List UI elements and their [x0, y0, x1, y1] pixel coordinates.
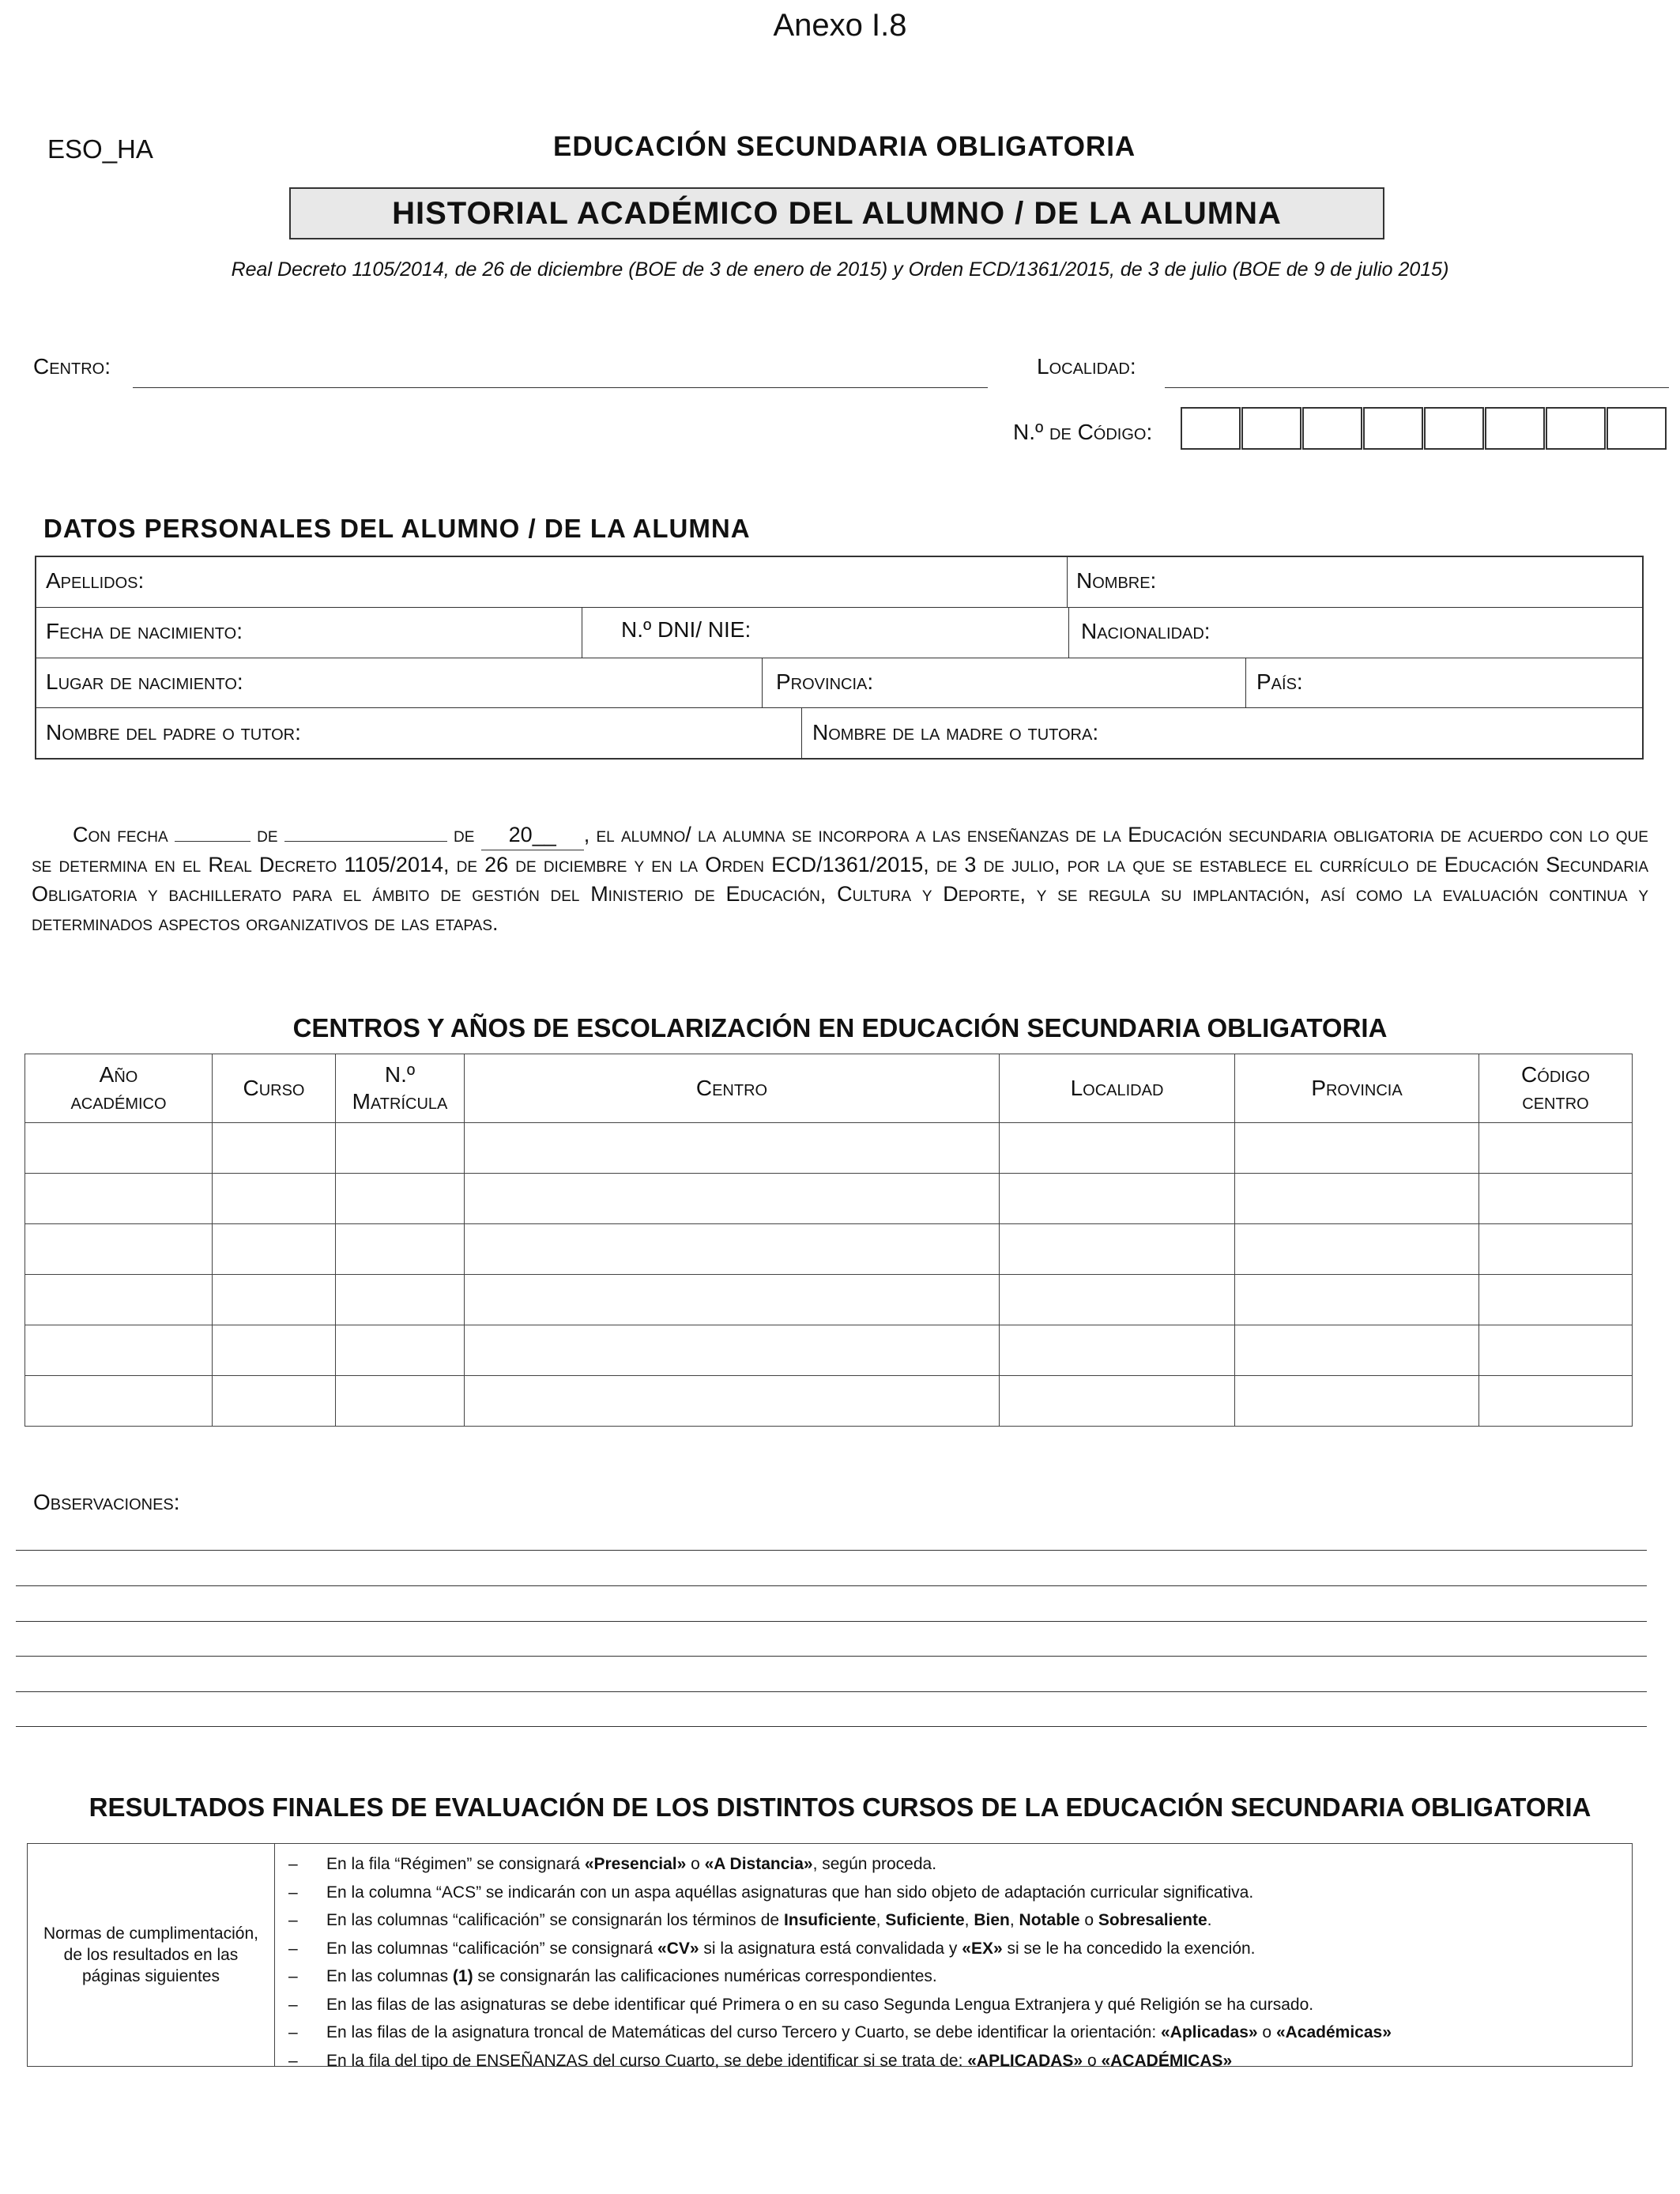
form-code: ESO_HA	[47, 134, 153, 164]
madre-field[interactable]: Nombre de la madre o tutora:	[812, 720, 1099, 745]
table-cell[interactable]	[1235, 1275, 1479, 1325]
col-provincia: Provincia	[1235, 1054, 1479, 1123]
pais-field[interactable]: País:	[1256, 669, 1303, 694]
codigo-digit-box[interactable]	[1181, 407, 1241, 450]
table-cell[interactable]	[336, 1224, 465, 1275]
observation-line[interactable]	[16, 1691, 1647, 1692]
table-cell[interactable]	[465, 1275, 1000, 1325]
list-item: – En las filas de la asignatura troncal de Matemáticas del curso Tercero y Cuarto, se debe identificar la orientación: «Aplicadas» o «Académicas»	[288, 2023, 1392, 2041]
padre-field[interactable]: Nombre del padre o tutor:	[46, 720, 301, 745]
table-cell[interactable]	[213, 1325, 336, 1376]
table-cell[interactable]	[1000, 1325, 1235, 1376]
table-cell[interactable]	[1479, 1325, 1633, 1376]
table-cell[interactable]	[213, 1376, 336, 1427]
table-cell[interactable]	[25, 1376, 213, 1427]
table-cell[interactable]	[1479, 1376, 1633, 1427]
nombre-field[interactable]: Nombre:	[1076, 568, 1157, 593]
decree-reference: Real Decreto 1105/2014, de 26 de diciembre (BOE de 3 de enero de 2015) y Orden ECD/1361/2015, de 3 de julio (BOE de 9 de julio 2015)	[231, 258, 1449, 281]
schooling-header-row	[25, 1054, 1633, 1123]
personal-data-title: DATOS PERSONALES DEL ALUMNO / DE LA ALUMNA	[43, 514, 751, 543]
table-cell[interactable]	[465, 1174, 1000, 1224]
con-fecha-text: Con fecha	[73, 823, 168, 846]
table-cell[interactable]	[1235, 1325, 1479, 1376]
day-blank[interactable]	[175, 820, 250, 842]
list-item: – En las columnas (1) se consignarán las calificaciones numéricas correspondientes.	[288, 1967, 937, 1985]
table-cell[interactable]	[1000, 1123, 1235, 1174]
norms-list	[288, 1850, 1624, 2075]
col-curso: Curso	[213, 1054, 336, 1123]
table-cell[interactable]	[1000, 1376, 1235, 1427]
table-cell[interactable]	[25, 1325, 213, 1376]
table-cell[interactable]	[465, 1376, 1000, 1427]
table-cell[interactable]	[1000, 1275, 1235, 1325]
codigo-digit-box[interactable]	[1363, 407, 1423, 450]
table-cell[interactable]	[1479, 1123, 1633, 1174]
col-codigo-centro: Código centro	[1479, 1054, 1633, 1123]
table-cell[interactable]	[1000, 1174, 1235, 1224]
paragraph-rest: , el alumno/ la alumna se incorpora a las enseñanzas de la Educación secundaria obligatoria de acuerdo con lo que se determina en el Real Decreto 1105/2014, de 26 de diciembre y en la Orden ECD/1361/2015, de 3 de julio, por la que se establece el currículo de Educación Secundaria Obligatoria y bachillerato para el ámbito de gestión del Ministerio de Educación, Cultura y Deporte, y se regula su implantación, así como la evaluación continua y determinados aspectos organizativos de las etapas.	[32, 823, 1648, 935]
codigo-digit-box[interactable]	[1241, 407, 1301, 450]
annex-label: Anexo I.8	[773, 8, 907, 43]
list-item: – En la fila “Régimen” se consignará «Presencial» o «A Distancia», según proceda.	[288, 1855, 937, 1873]
table-row	[25, 1174, 1633, 1224]
incorporation-paragraph	[32, 820, 1648, 938]
table-cell[interactable]	[1235, 1376, 1479, 1427]
table-cell[interactable]	[213, 1224, 336, 1275]
table-row	[25, 1275, 1633, 1325]
table-row	[25, 1224, 1633, 1275]
table-cell[interactable]	[25, 1174, 213, 1224]
table-cell[interactable]	[1000, 1224, 1235, 1275]
table-cell[interactable]	[25, 1275, 213, 1325]
observation-line[interactable]	[16, 1621, 1647, 1622]
codigo-label: N.º de Código:	[1013, 420, 1153, 444]
codigo-digit-box[interactable]	[1607, 407, 1667, 450]
table-cell[interactable]	[1479, 1174, 1633, 1224]
schooling-title: CENTROS Y AÑOS DE ESCOLARIZACIÓN EN EDUCACIÓN SECUNDARIA OBLIGATORIA	[292, 1013, 1388, 1042]
education-level-title: EDUCACIÓN SECUNDARIA OBLIGATORIA	[553, 131, 1136, 162]
codigo-digit-box[interactable]	[1546, 407, 1606, 450]
table-cell[interactable]	[465, 1224, 1000, 1275]
table-row	[25, 1325, 1633, 1376]
de-text-1: de	[257, 823, 278, 846]
localidad-label: Localidad:	[1037, 354, 1136, 379]
de-text-2: de	[454, 823, 475, 846]
list-item: – En la fila del tipo de ENSEÑANZAS del curso Cuarto, se debe identificar si se trata de: «APLICADAS» o «ACADÉMICAS»	[288, 2051, 1233, 2070]
fecha-nacimiento-field[interactable]: Fecha de nacimiento:	[46, 619, 243, 643]
table-cell[interactable]	[465, 1325, 1000, 1376]
table-cell[interactable]	[213, 1174, 336, 1224]
observation-line[interactable]	[16, 1550, 1647, 1551]
year-blank[interactable]: 20__	[481, 820, 584, 850]
table-cell[interactable]	[336, 1275, 465, 1325]
codigo-digit-box[interactable]	[1302, 407, 1362, 450]
table-cell[interactable]	[336, 1376, 465, 1427]
localidad-input-line[interactable]	[1165, 387, 1669, 388]
list-item: – En la columna “ACS” se indicarán con un aspa aquéllas asignaturas que han sido objeto de adaptación curricular significativa.	[288, 1883, 1254, 1902]
lugar-nacimiento-field[interactable]: Lugar de nacimiento:	[46, 669, 243, 694]
table-cell[interactable]	[25, 1224, 213, 1275]
nacionalidad-field[interactable]: Nacionalidad:	[1081, 619, 1211, 643]
observation-line[interactable]	[16, 1656, 1647, 1657]
table-cell[interactable]	[25, 1123, 213, 1174]
table-cell[interactable]	[213, 1275, 336, 1325]
codigo-digit-box[interactable]	[1485, 407, 1545, 450]
codigo-digit-box[interactable]	[1424, 407, 1484, 450]
col-anio-academico: Año académico	[25, 1054, 213, 1123]
table-cell[interactable]	[336, 1325, 465, 1376]
table-cell[interactable]	[336, 1123, 465, 1174]
list-item: – En las columnas “calificación” se consignarán los términos de Insuficiente, Suficiente, Bien, Notable o Sobresaliente.	[288, 1911, 1212, 1929]
schooling-table	[24, 1054, 1633, 1427]
observations-label: Observaciones:	[33, 1490, 180, 1514]
table-cell[interactable]	[1479, 1275, 1633, 1325]
table-cell[interactable]	[1235, 1224, 1479, 1275]
table-row	[25, 1123, 1633, 1174]
document-title: HISTORIAL ACADÉMICO DEL ALUMNO / DE LA ALUMNA	[289, 187, 1384, 239]
col-localidad: Localidad	[1000, 1054, 1235, 1123]
table-cell[interactable]	[1479, 1224, 1633, 1275]
apellidos-field[interactable]: Apellidos:	[46, 568, 145, 593]
table-row	[25, 1376, 1633, 1427]
list-item: – En las columnas “calificación” se consignará «CV» si la asignatura está convalidada y «EX» si se le ha concedido la exención.	[288, 1939, 1256, 1958]
provincia-field[interactable]: Provincia:	[776, 669, 874, 694]
col-matricula: N.º Matrícula	[336, 1054, 465, 1123]
table-cell[interactable]	[465, 1123, 1000, 1174]
table-cell[interactable]	[1235, 1123, 1479, 1174]
centro-input-line[interactable]	[133, 387, 988, 388]
col-centro: Centro	[465, 1054, 1000, 1123]
table-cell[interactable]	[213, 1123, 336, 1174]
dni-field[interactable]: N.º DNI/ NIE:	[621, 617, 751, 642]
observation-line[interactable]	[16, 1726, 1647, 1727]
norms-table	[27, 1843, 1633, 2070]
observation-line[interactable]	[16, 1585, 1647, 1586]
norms-heading: Normas de cumplimentación, de los resultados en las páginas siguientes	[28, 1844, 275, 2066]
table-cell[interactable]	[336, 1174, 465, 1224]
centro-label: Centro:	[33, 354, 111, 379]
results-title: RESULTADOS FINALES DE EVALUACIÓN DE LOS DISTINTOS CURSOS DE LA EDUCACIÓN SECUNDARIA OBLIGATORIA	[89, 1793, 1591, 1822]
list-item: – En las filas de las asignaturas se debe identificar qué Primera o en su caso Segunda Lengua Extranjera y qué Religión se ha cursado.	[288, 1995, 1314, 2014]
month-blank[interactable]	[284, 820, 447, 842]
table-cell[interactable]	[1235, 1174, 1479, 1224]
personal-data-table	[35, 556, 1644, 760]
